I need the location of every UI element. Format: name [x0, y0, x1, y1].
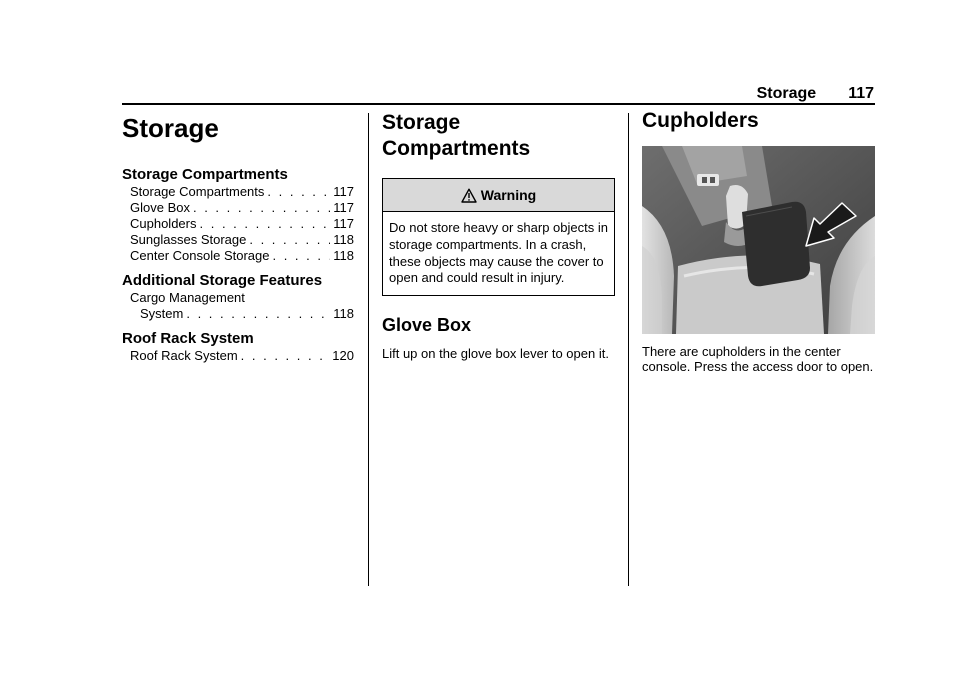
- toc-entry-label-line1: Cargo Management: [130, 290, 245, 305]
- toc-entry[interactable]: [122, 348, 354, 364]
- toc-entry-page: 118: [333, 232, 354, 247]
- cupholders-column: [642, 108, 875, 374]
- warning-header: [383, 179, 614, 212]
- toc-entry-label-line2: System: [140, 306, 184, 321]
- chapter-title: Storage: [122, 113, 219, 143]
- column-divider-2: [628, 113, 629, 586]
- toc-entry-page: 118: [333, 248, 354, 263]
- warning-text: Do not store heavy or sharp objects in storage compartments. In a crash, these objects may cause the cover to open and could result in injury.: [389, 220, 608, 286]
- leader-dots: [272, 248, 330, 264]
- toc-entry-page: 117: [333, 184, 354, 199]
- cupholders-title: Cupholders: [642, 109, 759, 132]
- toc-entry-label: Storage Compartments: [130, 184, 265, 199]
- toc-heading[interactable]: Roof Rack System: [122, 330, 254, 347]
- toc-entry[interactable]: [122, 290, 354, 322]
- leader-dots: [193, 200, 330, 216]
- toc-entry-label: Cupholders: [130, 216, 197, 231]
- cupholders-text: There are cupholders in the center console. Press the access door to open.: [642, 344, 874, 374]
- section-title-line1: Storage: [382, 111, 461, 134]
- toc-entry-page: 118: [333, 306, 354, 321]
- toc-entry[interactable]: [122, 232, 354, 248]
- warning-triangle-icon: [461, 188, 477, 203]
- leader-dots: [186, 306, 330, 322]
- toc-entry-page: 120: [332, 348, 354, 363]
- section-title: [382, 110, 614, 162]
- glove-box-text: Lift up on the glove box lever to open it.: [382, 346, 609, 362]
- toc-entry-label: Roof Rack System: [130, 348, 238, 363]
- toc-entry[interactable]: [122, 248, 354, 264]
- toc-entry-label: Glove Box: [130, 200, 190, 215]
- center-console-cupholder-photo: [642, 146, 875, 334]
- warning-label: Warning: [480, 187, 537, 203]
- toc-entry[interactable]: [122, 200, 354, 216]
- toc-entry-page: 117: [333, 216, 354, 231]
- storage-compartments-column: [382, 108, 614, 361]
- toc-column: [122, 108, 354, 364]
- toc-entry[interactable]: [122, 184, 354, 200]
- header-page-number: 117: [848, 85, 874, 102]
- header-rule: [122, 103, 875, 105]
- toc-heading[interactable]: Storage Compartments: [122, 166, 288, 183]
- glove-box-title: Glove Box: [382, 315, 472, 336]
- leader-dots: [200, 216, 331, 232]
- page-header: [122, 84, 874, 104]
- toc-entry-label: Sunglasses Storage: [130, 232, 247, 247]
- leader-dots: [241, 348, 330, 364]
- toc-entry-label: Center Console Storage: [130, 248, 270, 263]
- toc-entry-page: 117: [333, 200, 354, 215]
- column-divider-1: [368, 113, 369, 586]
- leader-dots: [249, 232, 330, 248]
- toc-entry[interactable]: [122, 216, 354, 232]
- toc-group: [122, 166, 354, 264]
- toc-heading[interactable]: Additional Storage Features: [122, 272, 323, 289]
- header-section-title: Storage: [756, 85, 817, 102]
- warning-box: [382, 178, 615, 296]
- section-title-line2: Compartments: [382, 137, 531, 160]
- toc-group: [122, 272, 354, 322]
- leader-dots: [267, 184, 330, 200]
- toc-group: [122, 330, 354, 364]
